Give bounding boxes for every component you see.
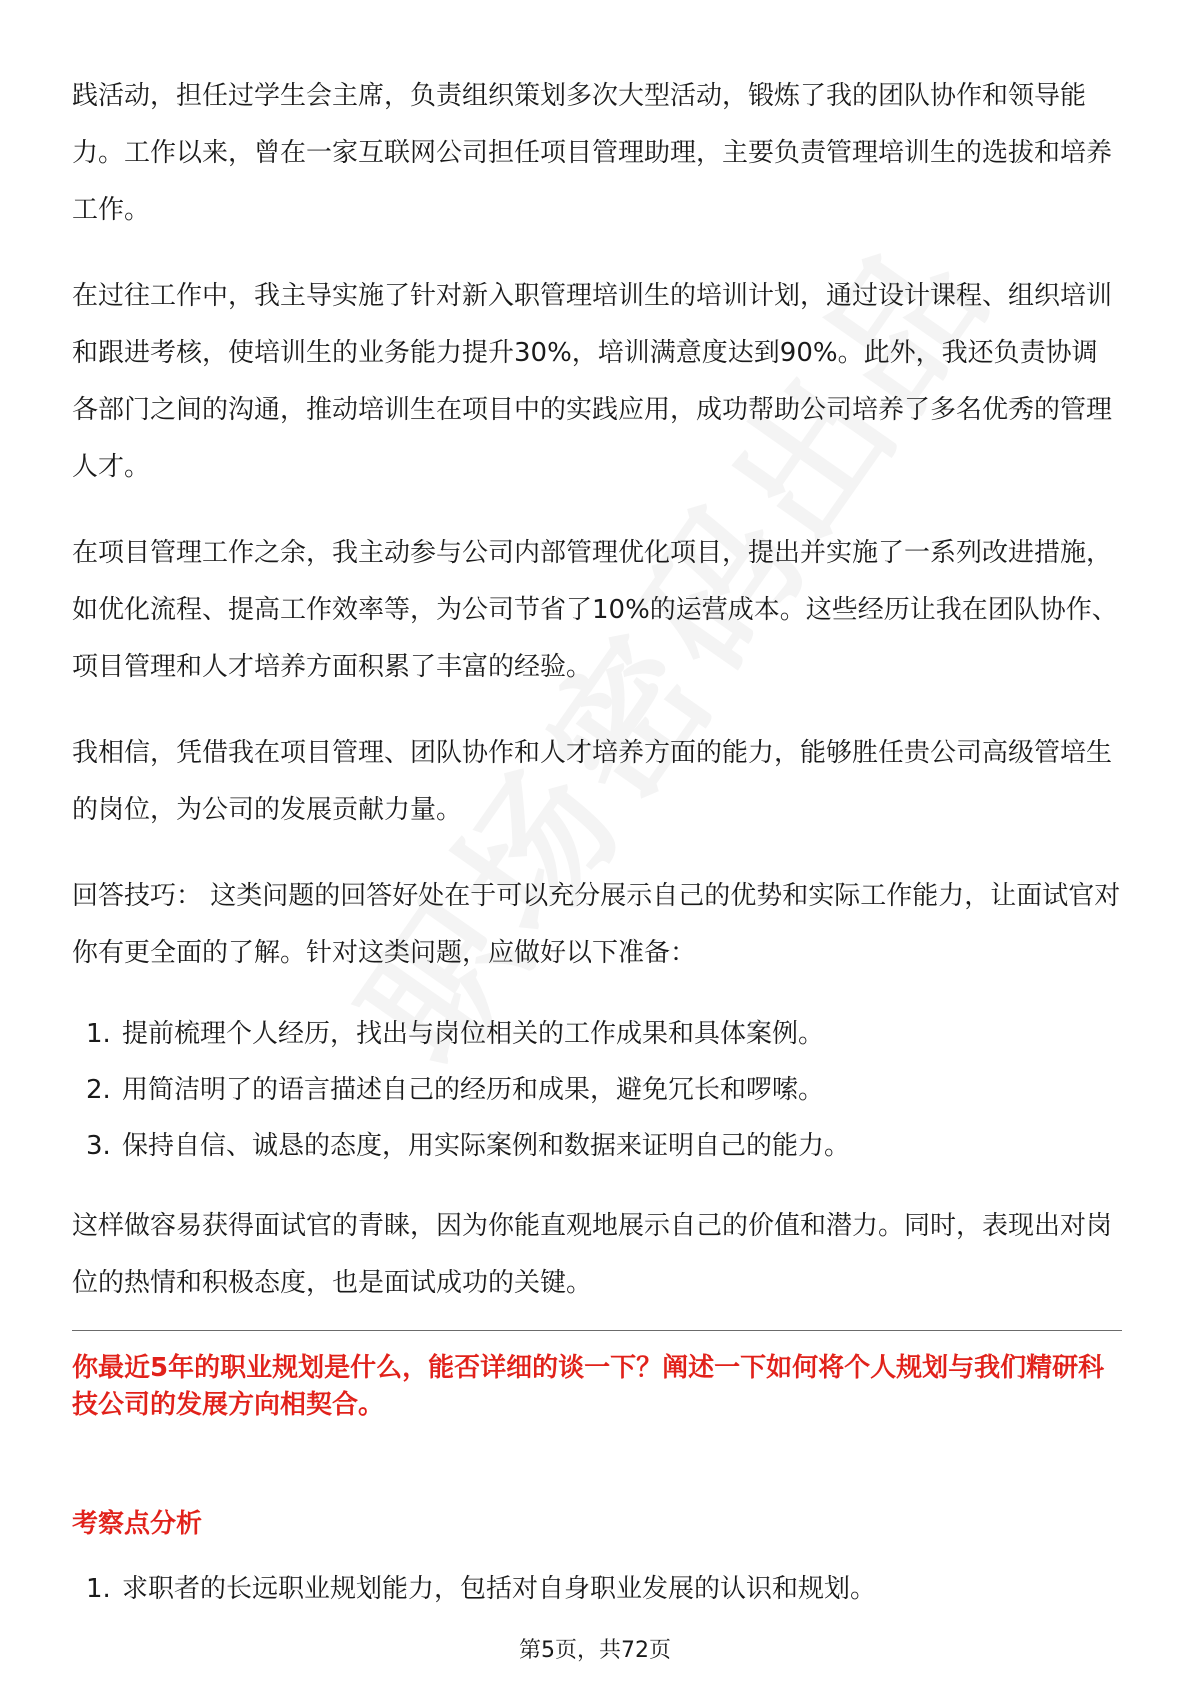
list-item (72, 1561, 1122, 1617)
analysis-items (72, 1561, 1122, 1617)
spacer (72, 1174, 1122, 1198)
spacer (72, 982, 1122, 1006)
paragraph-answer-tips: 回答技巧： 这类问题的回答好处在于可以充分展示自己的优势和实际工作能力，让面试官对你有更全面的了解。针对这类问题，应做好以下准备： (72, 881, 1121, 968)
paragraph-training-plan: 在过往工作中，我主导实施了针对新入职管理培训生的培训计划，通过设计课程、组织培训和跟进考核，使培训生的业务能力提升30%，培训满意度达到90%。此外，我还负责协调各部门之间的沟通，推动培训生在项目中的实践应用，成功帮助公司培养了多名优秀的管理人才。 (72, 281, 1113, 482)
paragraph-optimization: 在项目管理工作之余，我主动参与公司内部管理优化项目，提出并实施了一系列改进措施，如优化流程、提高工作效率等，为公司节省了10%的运营成本。这些经历让我在团队协作、项目管理和人才培养方面积累了丰富的经验。 (72, 538, 1118, 682)
section-divider (72, 1330, 1122, 1331)
list-number: 2. (86, 1075, 111, 1105)
list-number: 1. (86, 1019, 111, 1049)
analysis-list (72, 1561, 1122, 1617)
list-text: 用简洁明了的语言描述自己的经历和成果，避免冗长和啰嗦。 (122, 1075, 825, 1105)
paragraph-experience: 践活动，担任过学生会主席，负责组织策划多次大型活动，锻炼了我的团队协作和领导能力。工作以来，曾在一家互联网公司担任项目管理助理，主要负责管理培训生的选拔和培养工作。 (72, 81, 1113, 225)
list-number: 3. (86, 1131, 111, 1161)
list-text: 求职者的长远职业规划能力，包括对自身职业发展的认识和规划。 (122, 1574, 877, 1604)
spacer (72, 239, 1122, 268)
list-item (72, 1062, 1122, 1118)
list-text: 保持自信、诚恳的态度，用实际案例和数据来证明自己的能力。 (122, 1131, 851, 1161)
spacer (72, 496, 1122, 525)
page-number: 第5页，共72页 (519, 1638, 671, 1663)
list-number: 1. (86, 1574, 111, 1604)
answer-body (72, 68, 1122, 1312)
analysis-heading: 考察点分析 (72, 1509, 203, 1539)
tips-list (72, 1006, 1122, 1174)
list-item (72, 1118, 1122, 1174)
spacer (72, 696, 1122, 725)
list-item (72, 1006, 1122, 1062)
spacer (72, 839, 1122, 868)
question-heading: 你最近5年的职业规划是什么，能否详细的谈一下？阐述一下如何将个人规划与我们精研科技公司的发展方向相契合。 (72, 1353, 1105, 1420)
paragraph-closing: 这样做容易获得面试官的青睐，因为你能直观地展示自己的价值和潜力。同时，表现出对岗位的热情和积极态度，也是面试成功的关键。 (72, 1211, 1113, 1298)
paragraph-conclusion: 我相信，凭借我在项目管理、团队协作和人才培养方面的能力，能够胜任贵公司高级管培生的岗位，为公司的发展贡献力量。 (72, 738, 1113, 825)
list-text: 提前梳理个人经历，找出与岗位相关的工作成果和具体案例。 (122, 1019, 825, 1049)
